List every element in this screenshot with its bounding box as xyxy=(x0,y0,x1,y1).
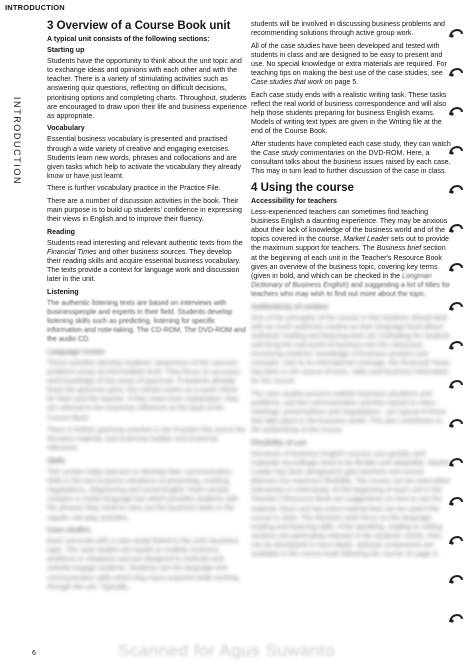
section-3-title: 3 Overview of a Course Book unit xyxy=(47,20,231,32)
listening-text: The authentic listening texts are based on interviews with businesspeople and experts in their field. Students develop listening skills such as predicting, listening for specific information and note-taking. The CD-ROM, The DVD-ROM and the audio CD. xyxy=(47,298,246,344)
scan-watermark: Scanned for Agus Suwanto xyxy=(118,641,336,660)
starting-up-heading: Starting up xyxy=(47,46,85,55)
binder-hole-icon xyxy=(448,145,464,156)
case-studies-text: Each unit ends with a case study linked to the unit's business topic. The case studies are based on realistic business problems or situations and are designed to motivate and actively engage students. Students use the language and communication skills which they have acquired while working through the unit. Typically, xyxy=(47,537,239,591)
right-column xyxy=(251,20,451,563)
left-column xyxy=(47,20,247,595)
running-header: INTRODUCTION xyxy=(5,3,65,12)
binder-hole-icon xyxy=(448,418,464,429)
skills-text: This section helps learners to develop their communication skills in the key business situations of presenting, meeting, negotiations, telephoning and social English. Each section contains a Useful language box which provides students with the phrases they need to carry out the business tasks in the regular role-play activities. xyxy=(47,468,239,522)
binder-hole-icon xyxy=(448,223,464,234)
flexibility-heading: Flexibility of use xyxy=(251,438,307,447)
binder-hole-icon xyxy=(448,496,464,507)
skills-heading: Skills xyxy=(47,456,66,465)
authenticity-text-1: One of the principles of the course is that students should deal with as much authentic content as their language level allows. Authentic reading and listening texts are motivating for students and bring the real world of business into the classroom, increasing students' knowledge of business practice and concepts. Due to its international coverage, the Financial Times has been a rich source of texts, video and business information for the course. xyxy=(251,313,451,386)
reading-text: Students read interesting and relevant authentic texts from the Financial Times and other business sources. They develop their reading skills and acquire essential business vocabulary. The texts provide a context for language work and discussion later in the unit. xyxy=(47,238,243,284)
listening-heading: Listening xyxy=(47,287,79,296)
top-header-bar xyxy=(0,0,474,15)
binder-hole-icon xyxy=(448,106,464,117)
case-studies-heading: Case studies xyxy=(47,526,91,535)
binder-hole-icon xyxy=(448,613,464,624)
binder-holes xyxy=(440,20,474,660)
binder-hole-icon xyxy=(448,301,464,312)
case-study-continued-text: students will be involved in discussing business problems and recommending solutions through active group work. xyxy=(251,20,446,38)
case-study-tested-text: All of the case studies have been developed and tested with students in class and are designed to be easy to present and use. No special knowledge or extra materials are required. For teaching tips on making the best use of the case studies, see Case studies that work on page 5. xyxy=(251,41,447,87)
side-tab xyxy=(5,96,23,196)
side-tab-label: INTRODUCTION xyxy=(12,96,22,186)
language-review-heading: Language review xyxy=(47,347,105,356)
binder-hole-icon xyxy=(448,574,464,585)
binder-hole-icon xyxy=(448,28,464,39)
case-study-commentary-text: After students have completed each case study, they can watch the Case study commentaries on the DVD-ROM. Here, a consultant talks about the business issues raised by each case. This may in turn lead to further discussion of the case in class. xyxy=(251,139,451,175)
binder-hole-icon xyxy=(448,340,464,351)
authenticity-text-2: The case studies present realistic business situations and problems, and the communication activities based on them - meetings, presentations and negotiations - are typical of those that take place in the business world. This also contributes to the authenticity of the course. xyxy=(251,389,447,435)
left-blurred-section xyxy=(47,348,247,592)
accessibility-heading: Accessibility for teachers xyxy=(251,197,337,205)
reading-heading: Reading xyxy=(47,227,75,236)
binder-hole-icon xyxy=(448,535,464,546)
accessibility-text: Less-experienced teachers can sometimes find teaching business English a daunting experience. They may be anxious about their lack of knowledge of the business world and of the topics covered in the course. Market Leader sets out to provide the maximum support for teachers. The Business brief section at the beginning of each unit in the Teacher's Resource Book gives an overview of the business topic, covering key terms (given in bold, and which can be checked in the Longman Dictionary of Business English) and suggesting a list of titles for teachers who may wish to find out more about the topic. xyxy=(251,208,451,298)
section-4-title: 4 Using the course xyxy=(251,182,354,194)
vocabulary-text-2: There is further vocabulary practice in the Practice File. xyxy=(47,184,221,193)
flexibility-text: Demands of business English courses vary greatly, and materials accordingly need to be flexible and adaptable. Market Leader has been designed to give teachers and course planners the maximum flexibility. The course can be used either intensively or extensively. At the beginning of each unit in the Teacher's Resource Book are suggestions on how to use the material. Each unit has extra material that can be used if the course is short. The Revision units focus on the language, reading and listening skills. If the speaking, reading or writing sections are particularly relevant to the students' needs, they can be developed in more depth, optional components are available in the course book following the course on page 9. xyxy=(251,449,451,558)
vocabulary-text-1: Essential business vocabulary is presented and practised through a wide variety of creative and engaging exercises. Students learn new words, phrases and collocations and are given tasks which help to activate the vocabulary they already know or have just learnt. xyxy=(47,135,242,180)
binder-hole-icon xyxy=(448,184,464,195)
language-review-text-2: There is further grammar practice in the Practice File and in the Revision material, and Grammar builder and Grammar reference. xyxy=(47,426,246,453)
starting-up-text: Students have the opportunity to think about the unit topic and to exchange ideas and opinions with each other and with the teacher. There is a variety of stimulating activities such as answering quiz questions, reflecting on difficult decisions, prioritising options and completing charts. Throughout, students are encouraged to draw upon their life and business experience as appropriate. xyxy=(47,57,247,120)
binder-hole-icon xyxy=(448,379,464,390)
vocabulary-heading: Vocabulary xyxy=(47,124,85,133)
case-study-writing-text: Each case study ends with a realistic writing task. These tasks reflect the real world of business correspondence and will also help those students preparing for business English exams. Models of writing text types are given in the Writing file at the end of the Course Book. xyxy=(251,90,447,136)
listening-text-wrap xyxy=(47,299,247,344)
section-3-lead: A typical unit consists of the following sections: xyxy=(47,35,210,43)
right-blurred-section xyxy=(251,303,451,560)
page-number: 6 xyxy=(32,650,36,657)
binder-hole-icon xyxy=(448,67,464,78)
language-review-text-1: These activities develop students' awareness of the common problems areas at intermediate level. They focus on accuracy and knowledge of key areas of grammar. If students already know the grammar point, this section works as a quick check for them and the teacher. If they need more explanation, they are referred to the Grammar reference at the back of the Course Book. xyxy=(47,359,241,422)
authenticity-heading: Authenticity of content xyxy=(251,302,329,311)
vocabulary-text-3: There are a number of discussion activities in the book. Their main purpose is to build up students' confidence in expressing their views in English and to improve their fluency. xyxy=(47,197,242,224)
binder-hole-icon xyxy=(448,262,464,273)
binder-hole-icon xyxy=(448,457,464,468)
